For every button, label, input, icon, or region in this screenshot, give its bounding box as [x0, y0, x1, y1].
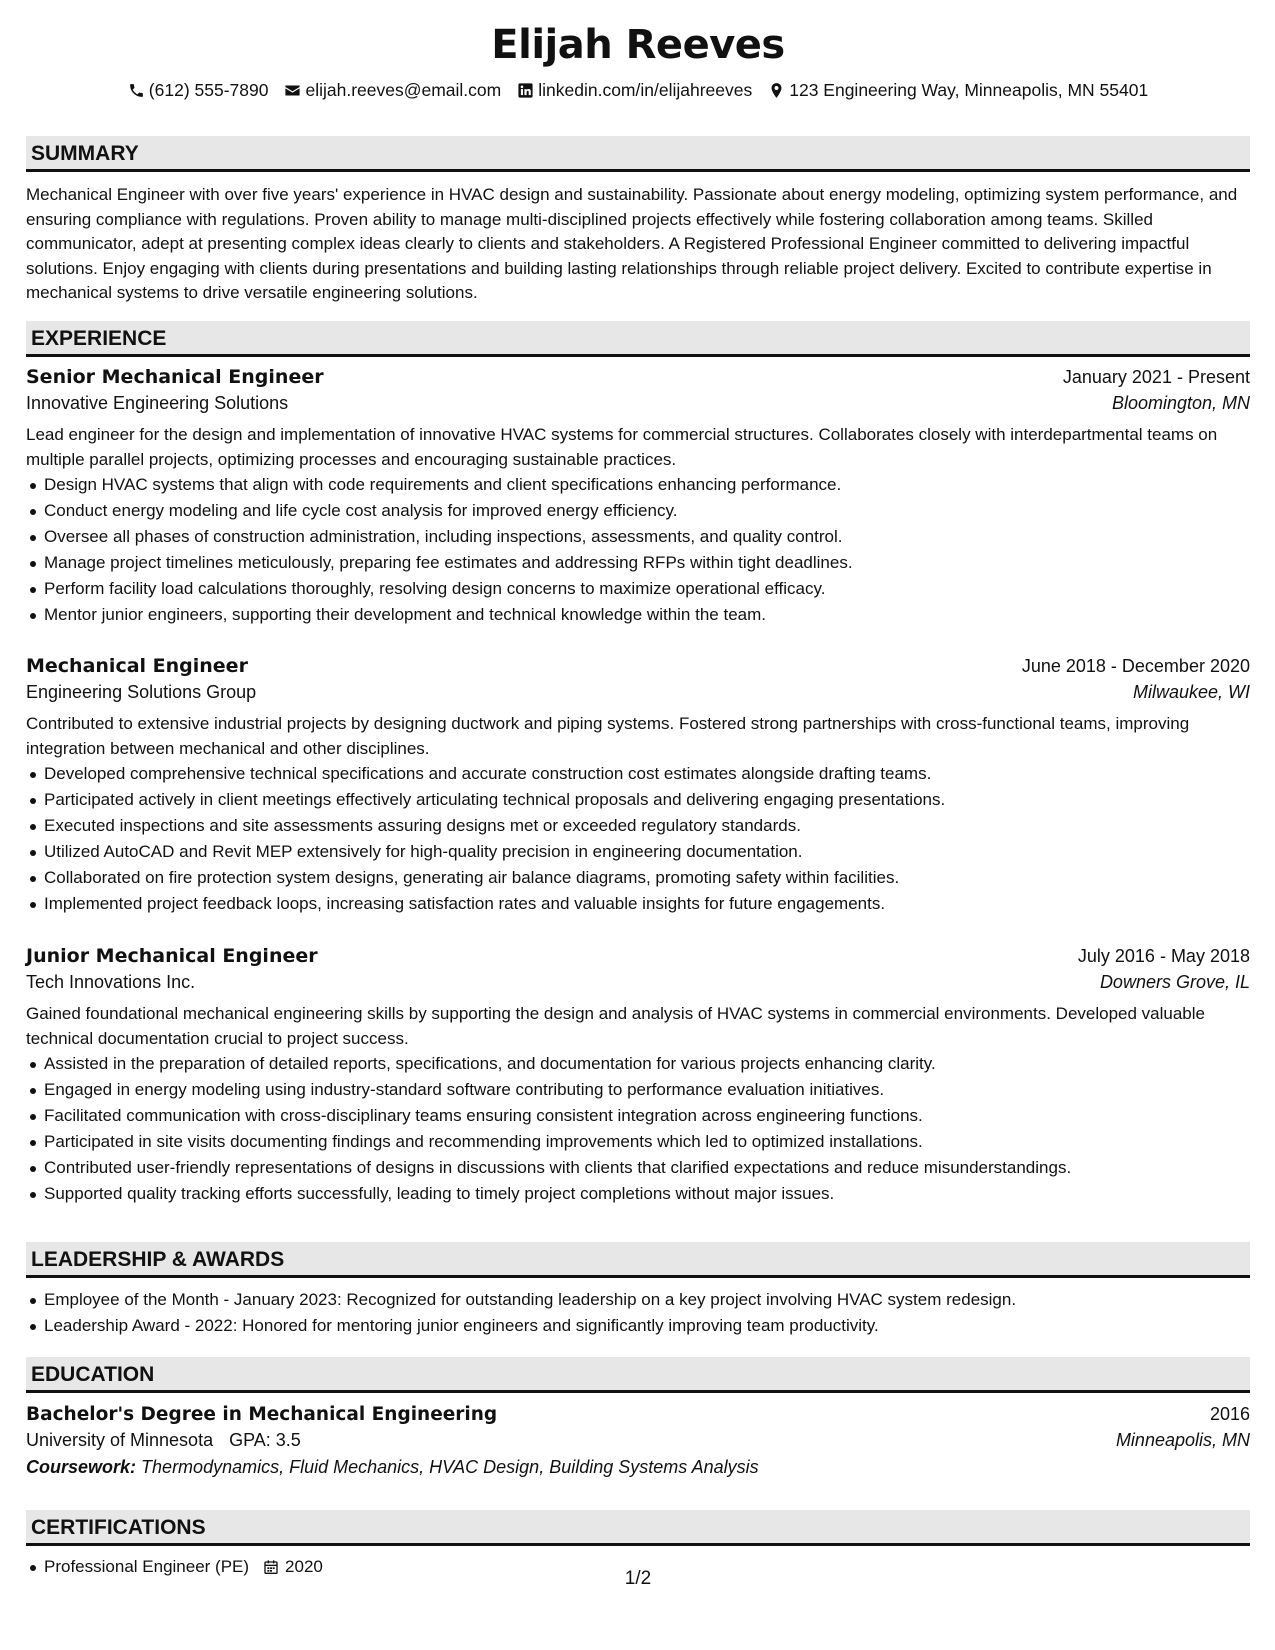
job-title: Junior Mechanical Engineer — [26, 945, 318, 967]
job-dates: June 2018 - December 2020 — [1021, 656, 1250, 676]
envelope-icon — [284, 82, 301, 99]
certification-year: 2020 — [285, 1557, 323, 1576]
map-pin-icon — [768, 82, 785, 99]
phone-icon — [128, 82, 145, 99]
leadership-section — [26, 1287, 1250, 1339]
list-item: Leadership Award - 2022: Honored for mentoring junior engineers and significantly improving team productivity. — [26, 1313, 1250, 1339]
job-title: Senior Mechanical Engineer — [26, 366, 324, 388]
list-item: Participated in site visits documenting findings and recommending improvements which led to optimized installations. — [26, 1129, 1250, 1155]
job-company: Engineering Solutions Group — [26, 682, 257, 702]
job-entry — [26, 945, 1250, 1207]
education-header — [26, 1357, 1250, 1393]
certification-name: Professional Engineer (PE) — [44, 1557, 250, 1576]
list-item: Engaged in energy modeling using industry-standard software contributing to performance evaluation initiatives. — [26, 1077, 1250, 1103]
list-item: Implemented project feedback loops, increasing satisfaction rates and valuable insights for future engagements. — [26, 891, 1250, 917]
graduation-year: 2016 — [1209, 1404, 1250, 1424]
school-name: University of Minnesota — [26, 1430, 214, 1450]
leadership-header — [26, 1242, 1250, 1278]
job-description: Contributed to extensive industrial projects by designing ductwork and piping systems. Fostered strong partnerships with cross-functional teams, improving integration between mechanical and other disciplines. — [26, 714, 1190, 758]
address-text: 123 Engineering Way, Minneapolis, MN 55401 — [789, 80, 1149, 100]
list-item: Employee of the Month - January 2023: Recognized for outstanding leadership on a key project involving HVAC system redesign. — [26, 1287, 1250, 1313]
coursework-label: Coursework: — [26, 1457, 137, 1477]
summary-header — [26, 136, 1250, 172]
job-bullets — [26, 472, 1250, 628]
job-dates: January 2021 - Present — [1062, 367, 1250, 387]
page-number: 1/2 — [624, 1568, 652, 1589]
list-item: Collaborated on fire protection system designs, generating air balance diagrams, promoting safety within facilities. — [26, 865, 1250, 891]
education-entry — [26, 1404, 1250, 1478]
list-item: Perform facility load calculations thoroughly, resolving design concerns to maximize operational efficacy. — [26, 576, 1250, 602]
certifications-header — [26, 1510, 1250, 1546]
school-line — [26, 1430, 301, 1451]
list-item: Assisted in the preparation of detailed reports, specifications, and documentation for various projects enhancing clarity. — [26, 1051, 1250, 1077]
gpa: GPA: 3.5 — [229, 1430, 301, 1450]
leadership-list — [26, 1287, 1250, 1339]
contact-email[interactable] — [284, 80, 501, 101]
candidate-name: Elijah Reeves — [491, 22, 785, 68]
job-dates: July 2016 - May 2018 — [1077, 946, 1250, 966]
education-heading: EDUCATION — [31, 1363, 155, 1386]
job-location: Bloomington, MN — [1111, 393, 1250, 413]
contact-linkedin[interactable] — [517, 80, 752, 101]
summary-section — [26, 183, 1250, 306]
list-item: Oversee all phases of construction administration, including inspections, assessments, and quality control. — [26, 524, 1250, 550]
summary-heading: SUMMARY — [31, 142, 139, 165]
list-item: Utilized AutoCAD and Revit MEP extensively for high-quality precision in engineering documentation. — [26, 839, 1250, 865]
job-bullets — [26, 761, 1250, 917]
email-text[interactable]: elijah.reeves@email.com — [305, 80, 502, 100]
experience-header — [26, 321, 1250, 357]
list-item: Supported quality tracking efforts successfully, leading to timely project completions without major issues. — [26, 1181, 1250, 1207]
experience-heading: EXPERIENCE — [31, 327, 167, 350]
list-item: Contributed user-friendly representations of designs in discussions with clients that clarified expectations and reduce misunderstandings. — [26, 1155, 1250, 1181]
contact-phone — [128, 80, 269, 101]
certifications-heading: CERTIFICATIONS — [31, 1516, 206, 1539]
job-bullets — [26, 1051, 1250, 1207]
job-company: Innovative Engineering Solutions — [26, 393, 289, 413]
resume-page — [26, 0, 1250, 1650]
linkedin-text[interactable]: linkedin.com/in/elijahreeves — [538, 80, 753, 100]
contact-bar — [26, 80, 1250, 101]
list-item: Executed inspections and site assessments assuring designs met or exceeded regulatory standards. — [26, 813, 1250, 839]
list-item: Design HVAC systems that align with code requirements and client specifications enhancing performance. — [26, 472, 1250, 498]
phone-text: (612) 555-7890 — [148, 80, 269, 100]
job-description: Gained foundational mechanical engineering skills by supporting the design and analysis of HVAC systems in commercial environments. Developed valuable technical documentation crucial to project success. — [26, 1004, 1205, 1048]
list-item: Facilitated communication with cross-disciplinary teams ensuring consistent integration across engineering functions. — [26, 1103, 1250, 1129]
coursework — [26, 1457, 1250, 1478]
leadership-heading: LEADERSHIP & AWARDS — [31, 1248, 285, 1271]
degree-title: Bachelor's Degree in Mechanical Engineering — [26, 1404, 498, 1425]
job-location: Milwaukee, WI — [1132, 682, 1250, 702]
job-entry — [26, 655, 1250, 917]
job-entry — [26, 366, 1250, 628]
coursework-list: Thermodynamics, Fluid Mechanics, HVAC Design, Building Systems Analysis — [141, 1457, 759, 1477]
linkedin-icon — [517, 82, 534, 99]
list-item: Participated actively in client meetings effectively articulating technical proposals and delivering engaging presentations. — [26, 787, 1250, 813]
contact-address — [768, 80, 1148, 101]
list-item: Conduct energy modeling and life cycle cost analysis for improved energy efficiency. — [26, 498, 1250, 524]
summary-text: Mechanical Engineer with over five years' experience in HVAC design and sustainability. Passionate about energy modeling, optimizing system performance, and ensuring compliance with regulations. Proven ability to manage multi-disciplined projects effectively while fostering collaboration among teams. Skilled communicator, adept at presenting complex ideas clearly to clients and stakeholders. A Registered Professional Engineer committed to delivering impactful solutions. Enjoy engaging with clients during presentations and building lasting relationships through reliable project delivery. Excited to contribute expertise in mechanical systems to drive versatile engineering solutions. — [26, 185, 1238, 303]
school-location: Minneapolis, MN — [1115, 1430, 1250, 1450]
job-title: Mechanical Engineer — [26, 655, 248, 677]
list-item: Mentor junior engineers, supporting their development and technical knowledge within the team. — [26, 602, 1250, 628]
list-item: Developed comprehensive technical specifications and accurate construction cost estimates alongside drafting teams. — [26, 761, 1250, 787]
list-item: Manage project timelines meticulously, preparing fee estimates and addressing RFPs within tight deadlines. — [26, 550, 1250, 576]
job-location: Downers Grove, IL — [1099, 972, 1250, 992]
job-description: Lead engineer for the design and implementation of innovative HVAC systems for commercial structures. Collaborates closely with interdepartmental teams on multiple parallel projects, optimizing processes and encouraging sustainable practices. — [26, 425, 1218, 469]
job-company: Tech Innovations Inc. — [26, 972, 196, 992]
